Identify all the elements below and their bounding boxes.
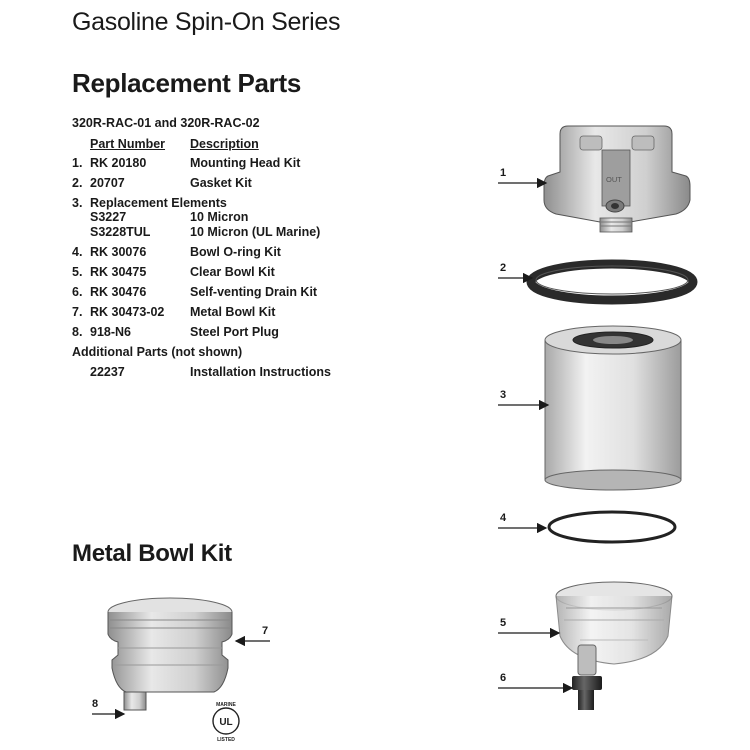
part-number: RK 20180 [90,156,147,170]
part-description: Clear Bowl Kit [190,265,275,279]
part-row-number: 4. [72,245,83,259]
callout-number-4: 4 [500,512,507,524]
ul-marine-logo [213,702,239,743]
metal-bowl-kit-heading: Metal Bowl Kit [72,540,232,567]
part-row-number: 6. [72,285,83,299]
part-row-number: 1. [72,156,83,170]
part-number: RK 30473-02 [90,305,165,319]
clear-bowl [556,582,672,664]
part-description: Steel Port Plug [190,325,279,339]
additional-parts-label: Additional Parts (not shown) [72,345,243,359]
part-description: Metal Bowl Kit [190,305,276,319]
part-row-number: 7. [72,305,83,319]
callout-number-1: 1 [500,167,507,179]
series-title: Gasoline Spin-On Series [72,8,341,36]
additional-part-number: 22237 [90,365,125,379]
model-numbers: 320R-RAC-01 and 320R-RAC-02 [72,116,260,130]
part-description: 10 Micron (UL Marine) [190,225,321,239]
part-number: RK 30476 [90,285,147,299]
part-number: RK 30475 [90,265,147,279]
part-row-number: 5. [72,265,83,279]
filter-element [545,326,681,490]
part-row-number: 2. [72,176,83,190]
part-description: 10 Micron [190,210,249,224]
part-number: S3228TUL [90,225,151,239]
part-description: Bowl O-ring Kit [190,245,281,259]
ul-mark-text: UL [219,717,233,728]
mounting-head-illustration [544,126,690,232]
out-port-label: OUT [606,175,622,184]
ul-listed-text: LISTED [217,737,235,743]
replacement-parts-heading: Replacement Parts [72,68,302,98]
column-header-part-number: Part Number [90,137,166,151]
gasket-ring [531,264,693,300]
ul-marine-text: MARINE [216,702,236,708]
part-number: RK 30076 [90,245,147,259]
metal-bowl [108,598,232,710]
callout-number-5: 5 [500,617,507,629]
callout-number-6: 6 [500,672,507,684]
part-number: Replacement Elements [90,196,227,210]
part-number: S3227 [90,210,127,224]
part-description: Gasket Kit [190,176,252,190]
additional-part-description: Installation Instructions [190,365,331,379]
part-row-number: 8. [72,325,83,339]
o-ring [549,512,675,542]
callout-number-8: 8 [92,698,99,710]
callout-number-3: 3 [500,389,507,401]
callout-number-7: 7 [262,625,269,637]
part-number: 918-N6 [90,325,131,339]
part-description: Self-venting Drain Kit [190,285,318,299]
column-header-description: Description [190,137,259,151]
part-number: 20707 [90,176,125,190]
part-description: Mounting Head Kit [190,156,301,170]
part-row-number: 3. [72,196,83,210]
callout-number-2: 2 [500,262,507,274]
